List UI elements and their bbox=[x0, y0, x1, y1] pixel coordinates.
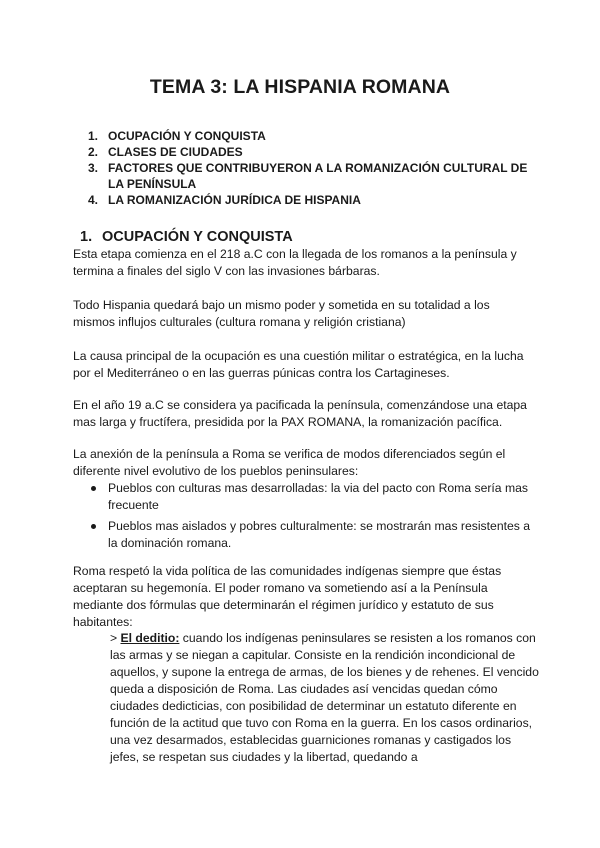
bullet-icon bbox=[91, 486, 96, 491]
list-item bbox=[91, 518, 531, 552]
toc-number: 1. bbox=[88, 129, 99, 143]
list-item-text: Pueblos mas aislados y pobres culturalmente: se mostrarán mas resistentes a la dominación romana. bbox=[108, 519, 531, 550]
section-title: OCUPACIÓN Y CONQUISTA bbox=[102, 229, 293, 245]
toc-number: 4. bbox=[88, 193, 99, 207]
paragraph: Todo Hispania quedará bajo un mismo poder y sometida en su totalidad a los mismos influjos culturales (cultura romana y religión cristiana) bbox=[73, 298, 490, 329]
list-item-text: Pueblos con culturas mas desarrolladas: la via del pacto con Roma sería mas frecuente bbox=[108, 481, 528, 512]
bullet-icon bbox=[91, 524, 96, 529]
deditio-text: cuando los indígenas peninsulares se resisten a los romanos con las armas y se niegan a capitular. Consiste en la rendición incondicional de aquellos, y supone la entrega de armas, de los bienes y de rehenes. El vencido queda a disposición de Roma. Las ciudades así vencidas quedan cómo ciudades dedicticias, con posibilidad de determinar un estatuto diferente en función de la actitud que tuvo con Roma en la guerra. En los casos ordinarios, una vez desarmados, establecidas guarniciones romanas y castigados los jefes, se respetan sus ciudades y la libertad, quedando a bbox=[110, 631, 539, 764]
section-number: 1. bbox=[80, 229, 93, 245]
section-heading bbox=[80, 229, 293, 245]
toc-item bbox=[88, 160, 528, 192]
toc-text: FACTORES QUE CONTRIBUYERON A LA ROMANIZACIÓN CULTURAL DE LA PENÍNSULA bbox=[108, 161, 528, 191]
list-item bbox=[91, 480, 531, 514]
toc-item bbox=[88, 128, 528, 144]
paragraph: Roma respetó la vida política de las comunidades indígenas siempre que éstas aceptaran su hegemonía. El poder romano va sometiendo así a la Península mediante dos fórmulas que determinarán el régimen jurídico y estatuto de sus habitantes: bbox=[73, 564, 502, 629]
page-title: TEMA 3: LA HISPANIA ROMANA bbox=[149, 76, 451, 98]
bullet-list bbox=[91, 480, 531, 556]
deditio-paragraph bbox=[110, 630, 540, 766]
paragraph: La anexión de la península a Roma se verifica de modos diferenciados según el diferente nivel evolutivo de los pueblos peninsulares: bbox=[73, 447, 506, 478]
deditio-prefix: > bbox=[110, 631, 121, 645]
paragraph: La causa principal de la ocupación es una cuestión militar o estratégica, en la lucha por el Mediterráneo o en las guerras púnicas contra los Cartagineses. bbox=[73, 349, 524, 380]
paragraph: En el año 19 a.C se considera ya pacificada la península, comenzándose una etapa mas larga y fructífera, presidida por la PAX ROMANA, la romanización pacífica. bbox=[73, 398, 527, 429]
toc-text: CLASES DE CIUDADES bbox=[108, 145, 243, 159]
deditio-term: El deditio: bbox=[120, 631, 180, 645]
paragraph: Esta etapa comienza en el 218 a.C con la llegada de los romanos a la península y termina a finales del siglo V con las invasiones bárbaras. bbox=[73, 247, 517, 278]
toc-item bbox=[88, 192, 528, 208]
toc-number: 2. bbox=[88, 145, 99, 159]
toc-item bbox=[88, 144, 528, 160]
toc-text: OCUPACIÓN Y CONQUISTA bbox=[108, 129, 266, 143]
table-of-contents bbox=[88, 128, 528, 208]
toc-number: 3. bbox=[88, 161, 99, 175]
toc-text: LA ROMANIZACIÓN JURÍDICA DE HISPANIA bbox=[108, 193, 361, 207]
